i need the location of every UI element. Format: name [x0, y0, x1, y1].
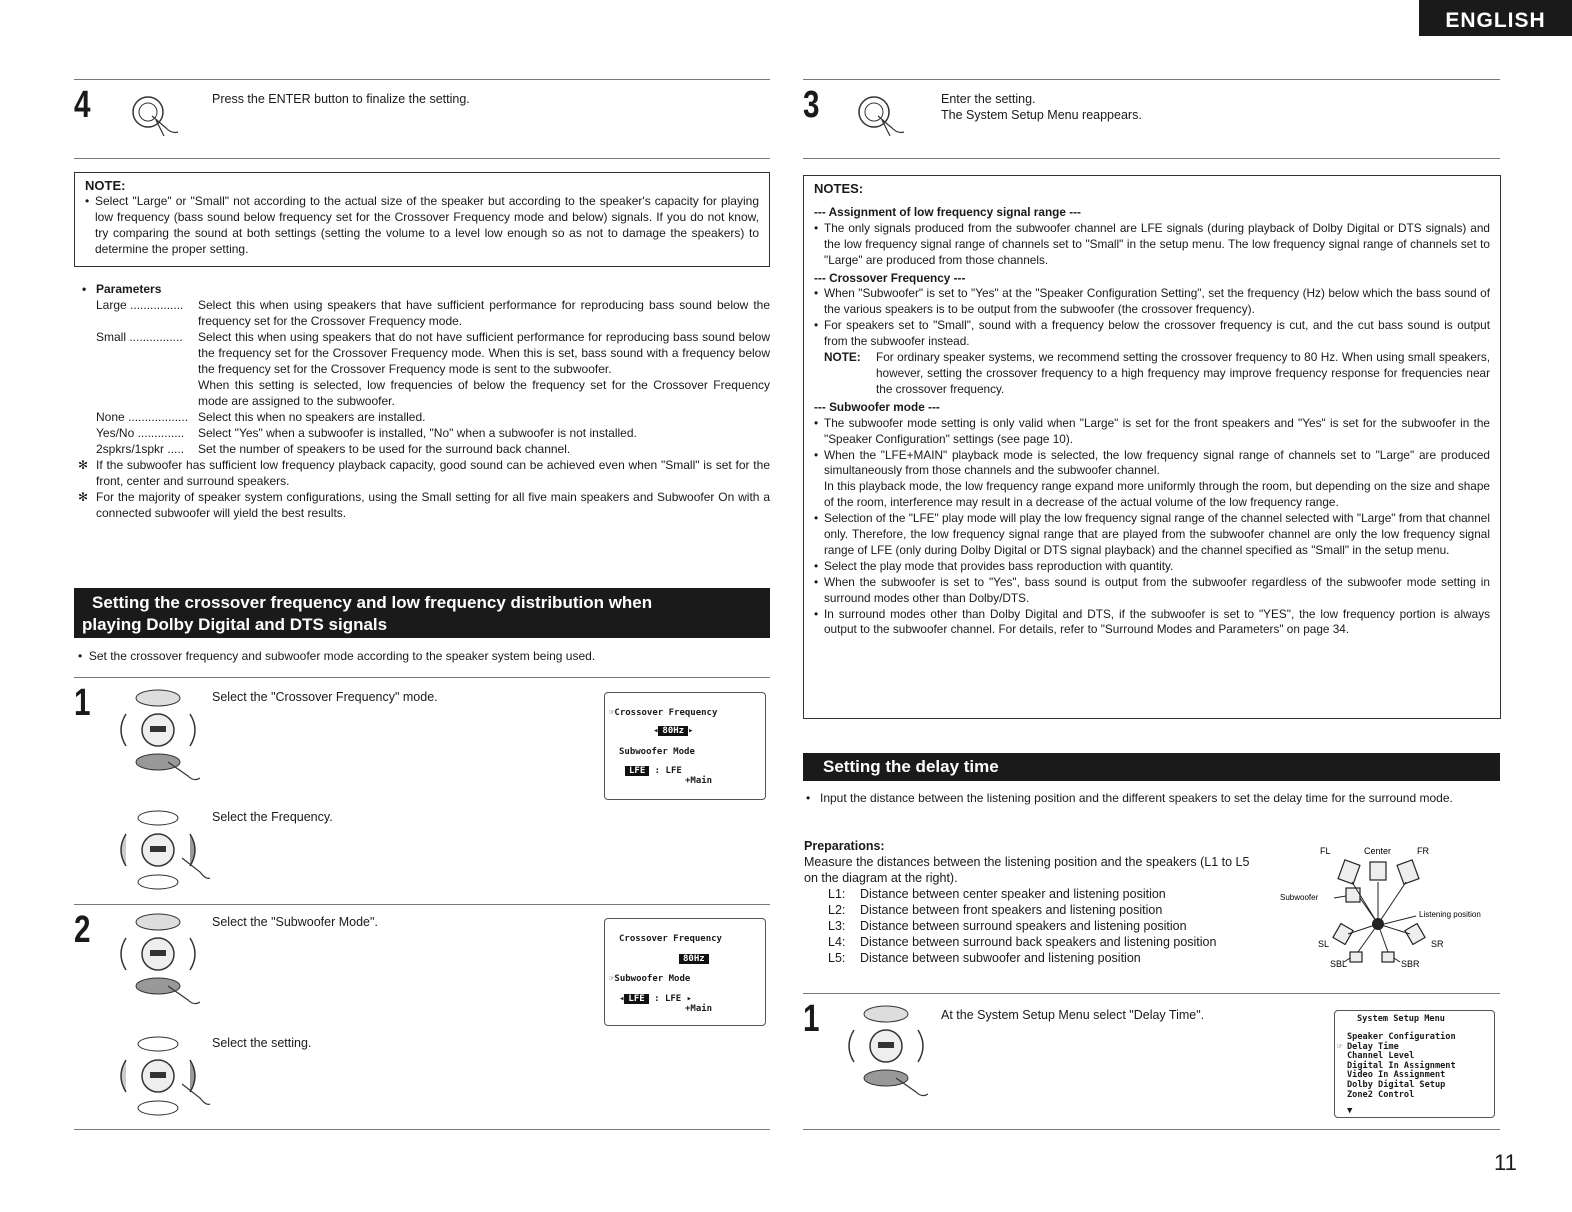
note-title: NOTE:: [85, 178, 126, 193]
notes-paragraph: • When the subwoofer is set to "Yes", bass sound is output from the subwoofer regardless of the subwoofer mode setting in surround modes other than Dolby/DTS.: [814, 575, 1490, 607]
lcd-value: LFE: [665, 766, 682, 776]
param-key: 2spkrs/1spkr .....: [96, 442, 185, 456]
step-number: 2: [74, 909, 91, 951]
param-key: Large ................: [96, 298, 184, 312]
lcd-value: LFE: [625, 766, 649, 776]
menu-item-label: Delay Time: [1347, 1041, 1399, 1052]
menu-item-label: Dolby Digital Setup: [1347, 1079, 1446, 1090]
notes-paragraph: • When "Subwoofer" is set to "Yes" at the "Speaker Configuration Setting", set the frequency (Hz) below which the bass sound of the various speakers is to be output from the subwoofer (the crossover frequency).: [814, 286, 1490, 318]
parameters-title: Parameters: [96, 282, 162, 296]
banner-line: playing Dolby Digital and DTS signals: [82, 615, 388, 634]
param-value: Select this when using speakers that do not have sufficient performance for reproducing bass sound below the frequency set for the Crossover Frequency mode. When this is set, bass sound with a frequency below the frequency set for the Crossover Frequency mode is sent to the subwoofer.: [198, 330, 770, 376]
prep-item-key: L2:: [828, 903, 846, 917]
notes-paragraph: • The subwoofer mode setting is only valid when "Large" is set for the front speakers and "Yes" is set for the subwoofer in the "Speaker Configuration" settings (see page 10).: [814, 416, 1490, 448]
page-number: 11: [1494, 1150, 1517, 1175]
lcd-value: 80Hz: [658, 726, 688, 736]
system-setup-menu-display: [1334, 1010, 1495, 1118]
banner-line: Setting the delay time: [823, 757, 999, 776]
notes-paragraph: • Select the play mode that provides bass reproduction with quantity.: [814, 559, 1490, 575]
lcd-value: LFE: [624, 994, 648, 1004]
section-banner-crossover: [74, 588, 770, 638]
lcd-value: +Main: [685, 776, 713, 786]
step1-delay-text: At the System Setup Menu select "Delay Time".: [941, 1008, 1205, 1022]
note-box: [74, 172, 770, 267]
divider: [803, 1129, 1500, 1130]
notes-heading: --- Assignment of low frequency signal range ---: [814, 204, 1081, 219]
menu-item-label: Digital In Assignment: [1347, 1060, 1456, 1071]
notes-paragraph: • For speakers set to "Small", sound with a frequency below the crossover frequency is cut, and the cut bass sound is output from the subwoofer instead.: [814, 318, 1490, 350]
step4-text: Press the ENTER button to finalize the setting.: [212, 92, 470, 106]
prep-item: [828, 934, 1274, 950]
cursor-pad-up-down-icon: [112, 688, 212, 784]
divider: [74, 158, 770, 159]
lcd-display: Crossover Frequency 80Hz ☞Subwoofer Mode ◂ LFE : LFE ▸ +Main: [604, 918, 766, 1026]
diagram-label-listening: Listening position: [1419, 910, 1481, 919]
lcd-line: Subwoofer Mode: [619, 747, 695, 757]
notes-paragraph: • In surround modes other than Dolby Digital and DTS, if the subwoofer is set to "YES", the low frequency portion is always output to the subwoofer channel. For details, refer to "Surround Modes and Parameters" on page 34.: [814, 607, 1490, 639]
menu-item-label: Speaker Configuration: [1347, 1032, 1456, 1042]
step3-line1: Enter the setting.: [941, 92, 1036, 106]
param-note: If the subwoofer has sufficient low frequency playback capacity, good sound can be achieved even when "Small" is set for the front, center and surround speakers.: [96, 458, 770, 488]
param-note: For the majority of speaker system configurations, using the Small setting for all five main speakers and Subwoofer On with a connected subwoofer will yield the best results.: [96, 490, 770, 520]
param-value: Select this when no speakers are installed.: [198, 410, 426, 424]
diagram-label-fl: FL: [1320, 846, 1331, 856]
language-tab: ENGLISH: [1419, 0, 1572, 36]
step-number: 3: [803, 84, 820, 126]
param-value: Set the number of speakers to be used for the surround back channel.: [198, 442, 571, 456]
prep-text: Measure the distances between the listening position and the speakers (L1 to L5 on the diagram at the right).: [804, 855, 1250, 885]
preparations: [804, 838, 1274, 966]
menu-item-label: Zone2 Control: [1347, 1089, 1415, 1100]
section-banner-delay: [803, 753, 1500, 781]
lcd-value: +Main: [685, 1004, 713, 1014]
diagram-label-fr: FR: [1417, 846, 1429, 856]
param-value: Select this when using speakers that have sufficient performance for reproducing bass sound below the frequency set for the Crossover Frequency mode.: [198, 298, 770, 328]
divider: [74, 904, 770, 905]
lcd-line: Subwoofer Mode: [614, 974, 691, 984]
cursor-pointer-icon: ☞: [1337, 1041, 1343, 1052]
prep-item: [828, 918, 1274, 934]
lcd-display: ☞Crossover Frequency ◂ 80Hz ▸ Subwoofer Mode LFE : LFE +Main: [604, 692, 766, 800]
step-number: 4: [74, 84, 91, 126]
parameters-section: • Parameters Large ................ Select this when using speakers that have sufficient performance for reproducing bass sound below the frequency set for the Crossover Frequency mode. Small ................ Select this when using speakers that do not have sufficient performance for reproducing bass sound below the frequency set for the Crossover Frequency mode. When this is set, bass sound with a frequency below the frequency set for the Crossover Frequency mode is sent to the subwoofer. When this setting is selected, low frequencies of below the frequency set for the Crossover Frequency mode are assigned to the subwoofer. None .................. Select this when no speakers are installed. Yes/No .............. Select "Yes" when a subwoofer is installed, "No" when a subwoofer is not installed. 2spkrs/1spkr ..... Set the number of speakers to be used for the surround back channel. ✻ If the subwoofer has sufficient low frequency playback capacity, good sound can be achieved even when "Small" is set for the front, center and surround speakers. ✻ For the majority of speaker system configurations, using the Small setting for all five main speakers and Subwoofer On with a connected subwoofer will yield the best results.: [78, 282, 770, 520]
cursor-pad-left-right-icon: [112, 808, 212, 896]
cursor-pad-up-down-icon: [840, 1004, 940, 1100]
divider: [803, 993, 1500, 994]
prep-item-key: L3:: [828, 919, 846, 933]
banner-line: Setting the crossover frequency and low frequency distribution when: [92, 593, 653, 612]
notes-note-text: For ordinary speaker systems, we recommend setting the crossover frequency to 80 Hz. When using small speakers, however, setting the crossover frequency to a high frequency may improve frequency response for frequencies near the crossover frequency.: [876, 350, 1490, 396]
prep-item: [828, 950, 1274, 966]
diagram-label-center: Center: [1364, 846, 1392, 856]
step3-line2: The System Setup Menu reappears.: [941, 108, 1142, 122]
param-key: Small ................: [96, 330, 183, 344]
lcd-value: LFE: [664, 994, 682, 1004]
speaker-layout-diagram: [1278, 840, 1500, 970]
diagram-label-sr: SR: [1431, 939, 1444, 949]
scroll-down-icon: ▼: [1347, 1106, 1353, 1116]
intro: [806, 790, 1498, 806]
prep-item: [828, 886, 1274, 902]
diagram-label-subwoofer: Subwoofer: [1280, 893, 1319, 902]
menu-item-label: Video In Assignment: [1347, 1070, 1446, 1081]
prep-item-value: Distance between surround speakers and listening position: [860, 919, 1187, 933]
step-number: 1: [74, 682, 91, 724]
note-text: • Select "Large" or "Small" not according to the actual size of the speaker but according to the speaker's capacity for playing low frequency (bass sound below frequency set for the Crossover Frequency mode and below) signals. If you do not know, try comparing the sound at both settings (setting the volume to a level low enough so as not to damage the speakers) to determine the proper setting.: [85, 193, 759, 257]
lcd-line: Crossover Frequency: [619, 934, 722, 944]
divider: [803, 158, 1500, 159]
enter-button-icon: [852, 92, 922, 148]
cursor-pad-up-down-icon: [112, 912, 212, 1008]
step-number: 1: [803, 998, 820, 1040]
prep-item-key: L5:: [828, 951, 846, 965]
step1-text-a: Select the "Crossover Frequency" mode.: [212, 690, 438, 704]
intro-text: • Input the distance between the listening position and the different speakers to set the delay time for the surround mode.: [806, 790, 1498, 806]
intro-text: Set the crossover frequency and subwoofer mode according to the speaker system being used.: [88, 649, 596, 663]
enter-button-icon: [126, 92, 186, 144]
notes-heading: --- Crossover Frequency ---: [814, 270, 966, 285]
step2-text-b: Select the setting.: [212, 1036, 312, 1050]
prep-item: [828, 902, 1274, 918]
notes-box: [803, 175, 1501, 719]
notes-paragraph: In this playback mode, the low frequency range expand more uniformly through the room, but depending on the size and shape of the room, interference may result in a decrease of the actual volume of the low frequency range.: [824, 479, 1490, 510]
menu-title: System Setup Menu: [1357, 1014, 1445, 1024]
notes-paragraph: • Selection of the "LFE" play mode will play the low frequency signal range of the channel selected with "Large" from that channel only. Therefore, the low frequency signal range that are played from the subwoofer channel are only the low frequency signal range of LFE (only during Dolby Digital or DTS signal playback) and the channel specified as "Small" in the setup menu.: [814, 511, 1490, 559]
prep-item-value: Distance between surround back speakers and listening position: [860, 935, 1217, 949]
step1-text-b: Select the Frequency.: [212, 810, 333, 824]
prep-item-value: Distance between front speakers and listening position: [860, 903, 1163, 917]
param-value: When this setting is selected, low frequencies of below the frequency set for the Crossover Frequency mode are assigned to the subwoofer.: [198, 378, 770, 408]
cursor-pad-left-right-icon: [112, 1034, 212, 1120]
param-key: Yes/No ..............: [96, 426, 185, 440]
prep-item-key: L4:: [828, 935, 846, 949]
prep-item-value: Distance between subwoofer and listening position: [860, 951, 1141, 965]
menu-item: [1337, 1091, 1456, 1101]
divider: [74, 79, 770, 80]
divider: [74, 677, 770, 678]
param-value: Select "Yes" when a subwoofer is installed, "No" when a subwoofer is not installed.: [198, 426, 637, 440]
step2-text-a: Select the "Subwoofer Mode".: [212, 915, 378, 929]
intro: • Set the crossover frequency and subwoofer mode according to the speaker system being used.: [78, 649, 596, 663]
diagram-label-sl: SL: [1318, 939, 1330, 949]
prep-item-value: Distance between center speaker and listening position: [860, 887, 1166, 901]
param-key: None ..................: [96, 410, 189, 424]
divider: [803, 79, 1500, 80]
lcd-value: 80Hz: [679, 954, 709, 964]
lcd-line: Crossover Frequency: [614, 708, 718, 718]
divider: [74, 1129, 770, 1130]
diagram-label-sbr: SBR: [1401, 959, 1420, 969]
notes-title: NOTES:: [814, 181, 864, 196]
diagram-label-sbl: SBL: [1330, 959, 1348, 969]
notes-note-label: NOTE:: [824, 350, 861, 365]
notes-paragraph: • When the "LFE+MAIN" playback mode is selected, the low frequency signal range of channels set to "Large" are produced simultaneously from those channels and the subwoofer channel.: [814, 448, 1490, 480]
notes-heading: --- Subwoofer mode ---: [814, 399, 940, 414]
notes-paragraph: • The only signals produced from the subwoofer channel are LFE signals (during playback of Dolby Digital or DTS signals) and the low frequency signal range of channels set to "Small" in the setup menu. The low frequency signal range of channels set to "Large" are produced from those channels.: [814, 221, 1490, 269]
prep-title: Preparations:: [804, 839, 885, 853]
menu-item-label: Channel Level: [1347, 1051, 1415, 1062]
prep-item-key: L1:: [828, 887, 846, 901]
